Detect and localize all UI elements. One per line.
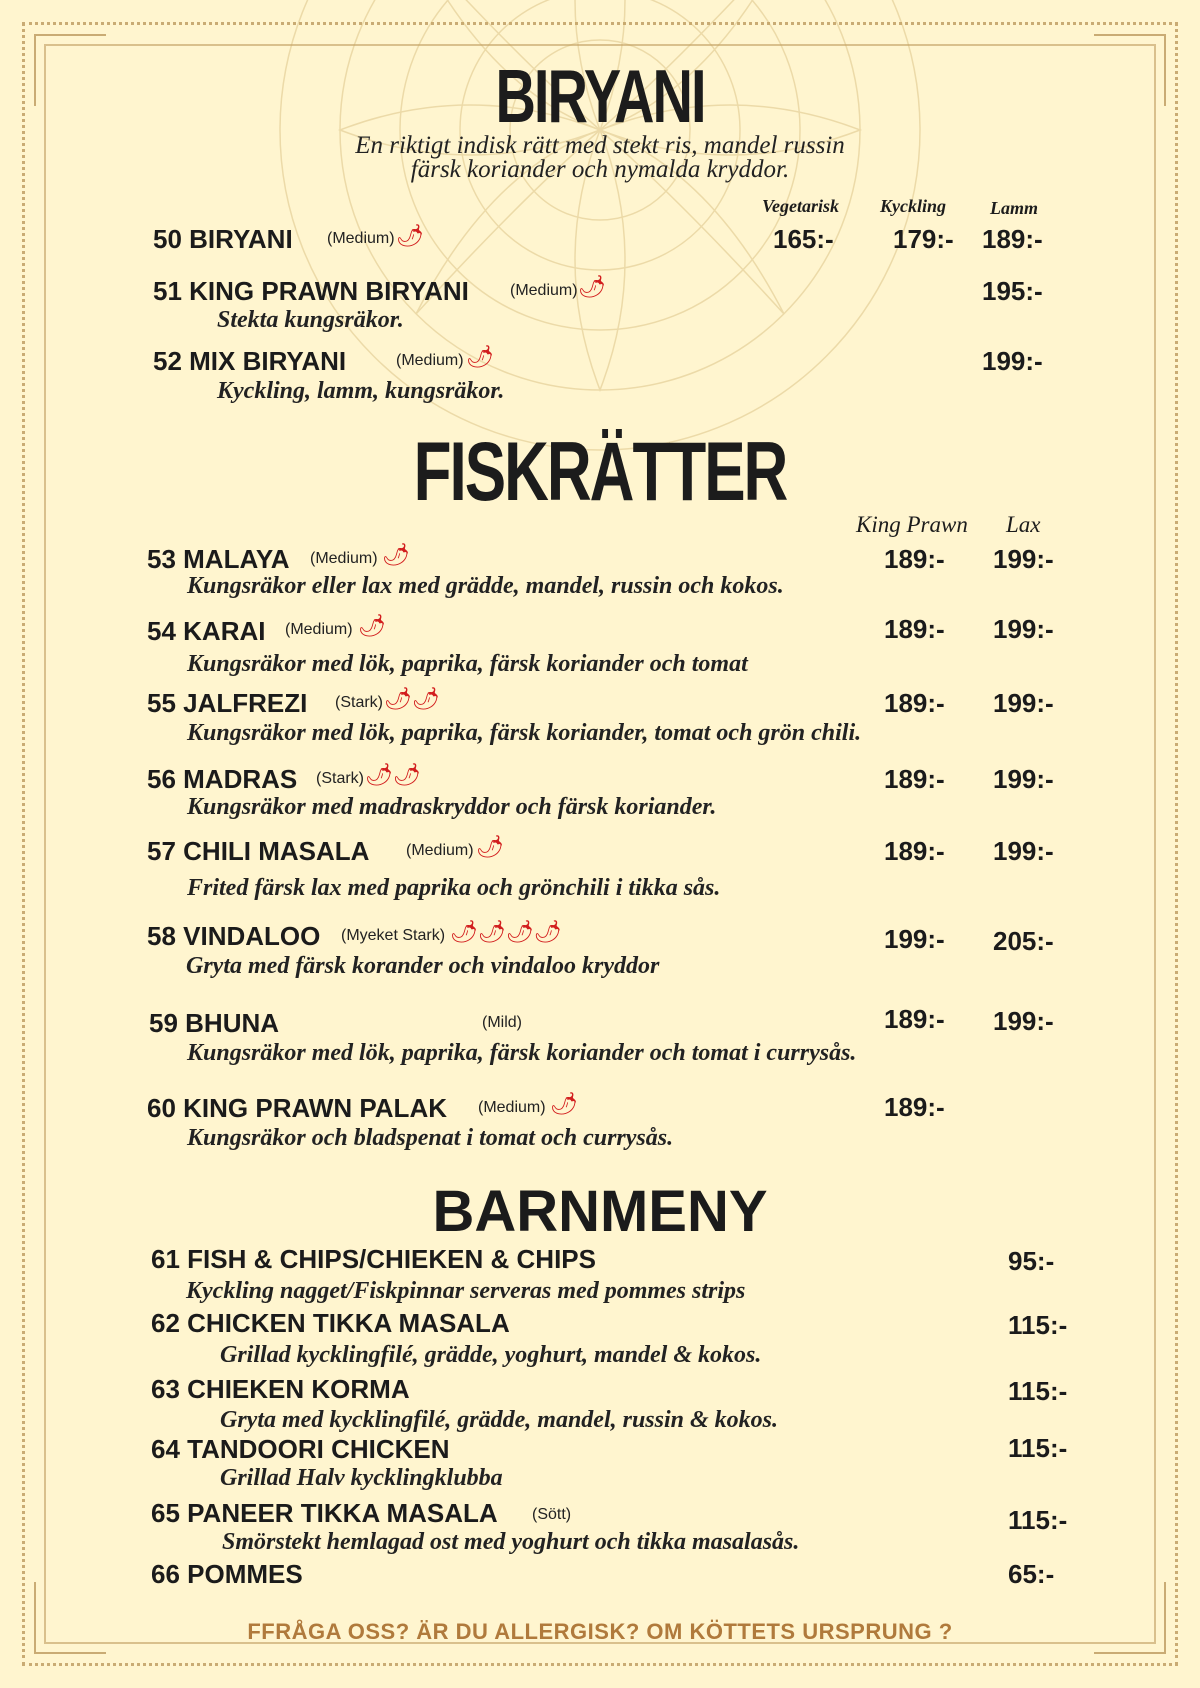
heat-level-label: (Stark) xyxy=(335,694,383,711)
price-lax: 199:- xyxy=(993,764,1054,794)
heat-level-label: (Medium) xyxy=(510,282,578,299)
menu-item-price: 95:- xyxy=(1008,1246,1055,1276)
column-header-king-prawn: King Prawn xyxy=(856,512,968,537)
menu-item-description: Kyckling, lamm, kungsräkor. xyxy=(217,378,505,404)
menu-item-description: Kungsräkor och bladspenat i tomat och currysås. xyxy=(187,1125,674,1151)
price-king-prawn: 189:- xyxy=(884,1092,945,1122)
price-lax: 199:- xyxy=(993,1006,1054,1036)
heat-level-label: (Medium) xyxy=(396,352,464,369)
menu-item-description: Gryta med färsk korander och vindaloo kryddor xyxy=(186,953,660,979)
menu-item-description: Kungsräkor med lök, paprika, färsk koriander och tomat i currysås. xyxy=(187,1040,857,1066)
menu-item-description: Kungsräkor med madraskryddor och färsk koriander. xyxy=(187,794,717,820)
menu-item-price: 115:- xyxy=(1008,1376,1068,1406)
price-lax: 199:- xyxy=(993,688,1054,718)
menu-item-description: Frited färsk lax med paprika och grönchili i tikka sås. xyxy=(187,875,721,901)
chili-pepper-icon: 🌶 xyxy=(476,834,504,859)
menu-item-name: 61 FISH & CHIPS/CHIEKEN & CHIPS xyxy=(151,1244,596,1274)
menu-item-name: 59 BHUNA xyxy=(149,1008,280,1038)
menu-item-name: 57 CHILI MASALA xyxy=(147,836,370,866)
menu-item-description: Kyckling nagget/Fiskpinnar serveras med pommes strips xyxy=(186,1278,746,1304)
chili-pepper-icon: 🌶 xyxy=(396,223,424,248)
chili-pepper-icon: 🌶 xyxy=(550,1091,578,1116)
price-lax: 205:- xyxy=(993,926,1054,956)
price-king-prawn: 189:- xyxy=(884,764,945,794)
menu-item-name: 65 PANEER TIKKA MASALA xyxy=(151,1498,498,1528)
menu-item-name: 60 KING PRAWN PALAK xyxy=(147,1093,447,1123)
menu-item-price: 199:- xyxy=(982,346,1043,376)
menu-item-description: Grillad kycklingfilé, grädde, yoghurt, mandel & kokos. xyxy=(220,1342,762,1368)
menu-item-price: 115:- xyxy=(1008,1310,1068,1340)
chili-pepper-icon: 🌶🌶🌶🌶 xyxy=(450,919,562,944)
heat-level-label: (Sött) xyxy=(532,1506,572,1523)
chili-pepper-icon: 🌶 xyxy=(578,274,606,299)
menu-item-name: 63 CHIEKEN KORMA xyxy=(151,1374,410,1404)
heat-level-label: (Myeket Stark) xyxy=(341,927,446,944)
menu-item-name: 64 TANDOORI CHICKEN xyxy=(151,1434,450,1464)
price-king-prawn: 189:- xyxy=(884,614,945,644)
price-lax: 199:- xyxy=(993,836,1054,866)
allergy-notice: FFRÅGA OSS? ÄR DU ALLERGISK? OM KÖTTETS URSPRUNG ? xyxy=(247,1619,953,1644)
chili-pepper-icon: 🌶🌶 xyxy=(384,686,440,711)
menu-item-name: 66 POMMES xyxy=(151,1559,303,1589)
heat-level-label: (Medium) xyxy=(285,621,353,638)
menu-item-description: Kungsräkor med lök, paprika, färsk koriander och tomat xyxy=(187,651,748,677)
biryani-intro-line2: färsk koriander och nymalda kryddor. xyxy=(410,156,790,183)
price-lax: 199:- xyxy=(993,614,1054,644)
heat-level-label: (Medium) xyxy=(478,1099,546,1116)
menu-item-price: 65:- xyxy=(1008,1559,1055,1589)
heat-level-label: (Stark) xyxy=(316,770,364,787)
biryani-intro-line1: En riktigt indisk rätt med stekt ris, mandel russin xyxy=(355,132,845,159)
heat-level-label: (Medium) xyxy=(310,550,378,567)
menu-item-name: 52 MIX BIRYANI xyxy=(153,346,347,376)
menu-item-description: Smörstekt hemlagad ost med yoghurt och tikka masalasås. xyxy=(222,1529,800,1555)
menu-item-price: 115:- xyxy=(1008,1433,1068,1463)
price-king-prawn: 189:- xyxy=(884,688,945,718)
menu-item-price: 115:- xyxy=(1008,1505,1068,1535)
column-header-lax: Lax xyxy=(1006,512,1041,537)
heat-level-label: (Medium) xyxy=(327,230,395,247)
chili-pepper-icon: 🌶🌶 xyxy=(365,762,421,787)
price-king-prawn: 189:- xyxy=(884,836,945,866)
price-lax: 199:- xyxy=(993,544,1054,574)
menu-item-name: 58 VINDALOO xyxy=(147,921,321,951)
menu-item-description: Grillad Halv kycklingklubba xyxy=(220,1465,503,1491)
heat-level-label: (Mild) xyxy=(482,1014,522,1031)
price-lamm: 189:- xyxy=(982,224,1043,254)
menu-item-name: 50 BIRYANI xyxy=(153,224,293,254)
menu-item-description: Gryta med kycklingfilé, grädde, mandel, russin & kokos. xyxy=(220,1407,778,1433)
column-header-lamm: Lamm xyxy=(990,198,1038,218)
column-header-vegetarisk: Vegetarisk xyxy=(762,196,840,216)
menu-item-name: 53 MALAYA xyxy=(147,544,290,574)
section-title-barnmeny: BARNMENY xyxy=(432,1179,768,1244)
heat-level-label: (Medium) xyxy=(406,842,474,859)
menu-item-name: 51 KING PRAWN BIRYANI xyxy=(153,276,469,306)
menu-item-description: Kungsräkor med lök, paprika, färsk koriander, tomat och grön chili. xyxy=(187,720,862,746)
price-king-prawn: 189:- xyxy=(884,544,945,574)
section-title-fiskratter: FISKRÄTTER xyxy=(413,425,787,520)
menu-item-name: 55 JALFREZI xyxy=(147,688,308,718)
chili-pepper-icon: 🌶 xyxy=(382,542,410,567)
menu-item-name: 62 CHICKEN TIKKA MASALA xyxy=(151,1308,510,1338)
price-king-prawn: 189:- xyxy=(884,1004,945,1034)
menu-item-name: 56 MADRAS xyxy=(147,764,298,794)
menu-item-name: 54 KARAI xyxy=(147,616,266,646)
section-title-biryani: BIRYANI xyxy=(495,53,705,139)
menu-item-description: Stekta kungsräkor. xyxy=(217,307,404,333)
column-header-kyckling: Kyckling xyxy=(880,196,946,216)
chili-pepper-icon: 🌶 xyxy=(466,344,494,369)
chili-pepper-icon: 🌶 xyxy=(358,613,386,638)
menu-item-price: 195:- xyxy=(982,276,1043,306)
price-kyckling: 179:- xyxy=(893,224,954,254)
price-vegetarisk: 165:- xyxy=(773,224,834,254)
menu-item-description: Kungsräkor eller lax med grädde, mandel, russin och kokos. xyxy=(187,573,784,599)
price-king-prawn: 199:- xyxy=(884,924,945,954)
